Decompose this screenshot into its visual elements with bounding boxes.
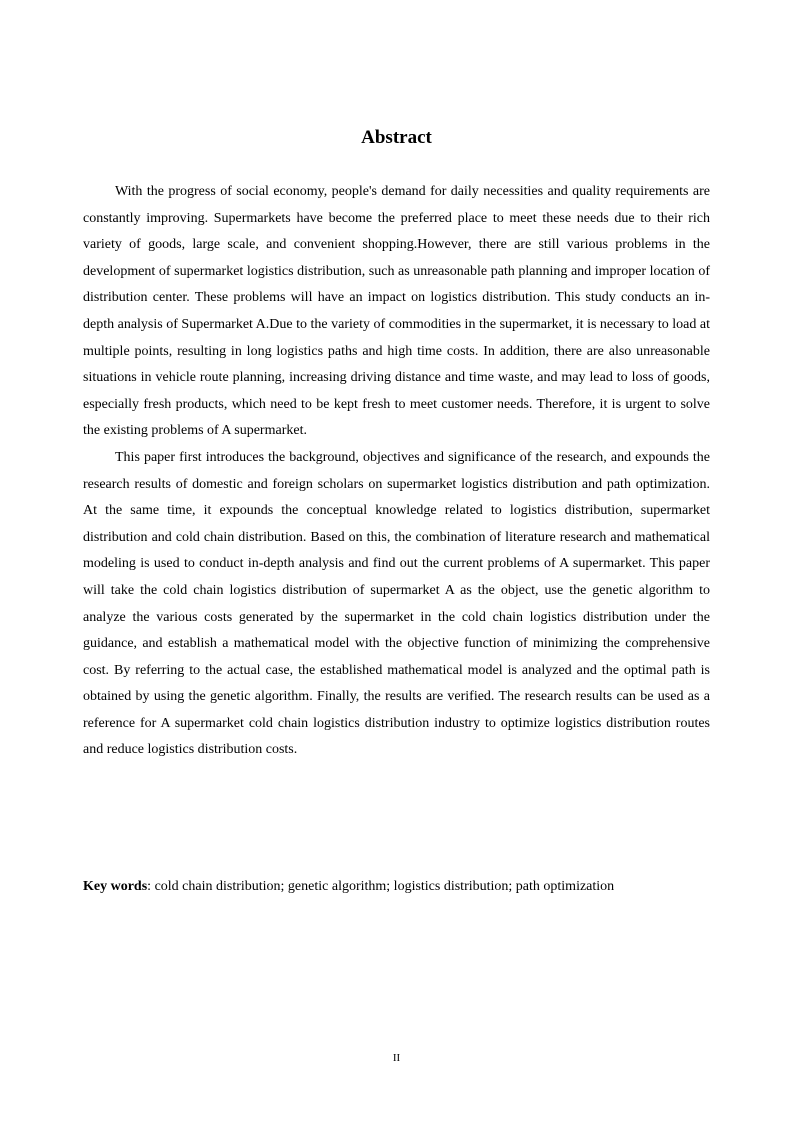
- keywords-line: [83, 874, 710, 900]
- keywords-separator: :: [147, 879, 155, 894]
- abstract-paragraph-2: This paper first introduces the background, objectives and significance of the research, and expounds the research results of domestic and foreign scholars on supermarket logistics distribution and path optimization. At the same time, it expounds the conceptual knowledge related to logistics distribution, supermarket distribution and cold chain distribution. Based on this, the combination of literature research and mathematical modeling is used to conduct in-depth analysis and find out the current problems of A supermarket. This paper will take the cold chain logistics distribution of supermarket A as the object, use the genetic algorithm to analyze the various costs generated by the supermarket in the cold chain logistics distribution under the guidance, and establish a mathematical model with the objective function of minimizing the comprehensive cost. By referring to the actual case, the established mathematical model is analyzed and the optimal path is obtained by using the genetic algorithm. Finally, the results are verified. The research results can be used as a reference for A supermarket cold chain logistics distribution industry to optimize logistics distribution routes and reduce logistics distribution costs.: [83, 449, 710, 758]
- abstract-paragraph-1: With the progress of social economy, people's demand for daily necessities and quality requirements are constantly improving. Supermarkets have become the preferred place to meet these needs due to their rich variety of goods, large scale, and convenient shopping.However, there are still various problems in the development of supermarket logistics distribution, such as unreasonable path planning and improper location of distribution center. These problems will have an impact on logistics distribution. This study conducts an in-depth analysis of Supermarket A.Due to the variety of commodities in the supermarket, it is necessary to load at multiple points, resulting in long logistics paths and high time costs. In addition, there are also unreasonable situations in vehicle route planning, increasing driving distance and time waste, and may lead to loss of goods, especially fresh products, which need to be kept fresh to meet customer needs. Therefore, it is urgent to solve the existing problems of A supermarket.: [83, 184, 710, 439]
- keywords-label: Key words: [83, 879, 148, 894]
- keywords-text: cold chain distribution; genetic algorithm; logistics distribution; path optimization: [154, 879, 615, 894]
- page-title: Abstract: [361, 127, 432, 148]
- page-number: II: [392, 1052, 401, 1064]
- abstract-body: [83, 179, 710, 764]
